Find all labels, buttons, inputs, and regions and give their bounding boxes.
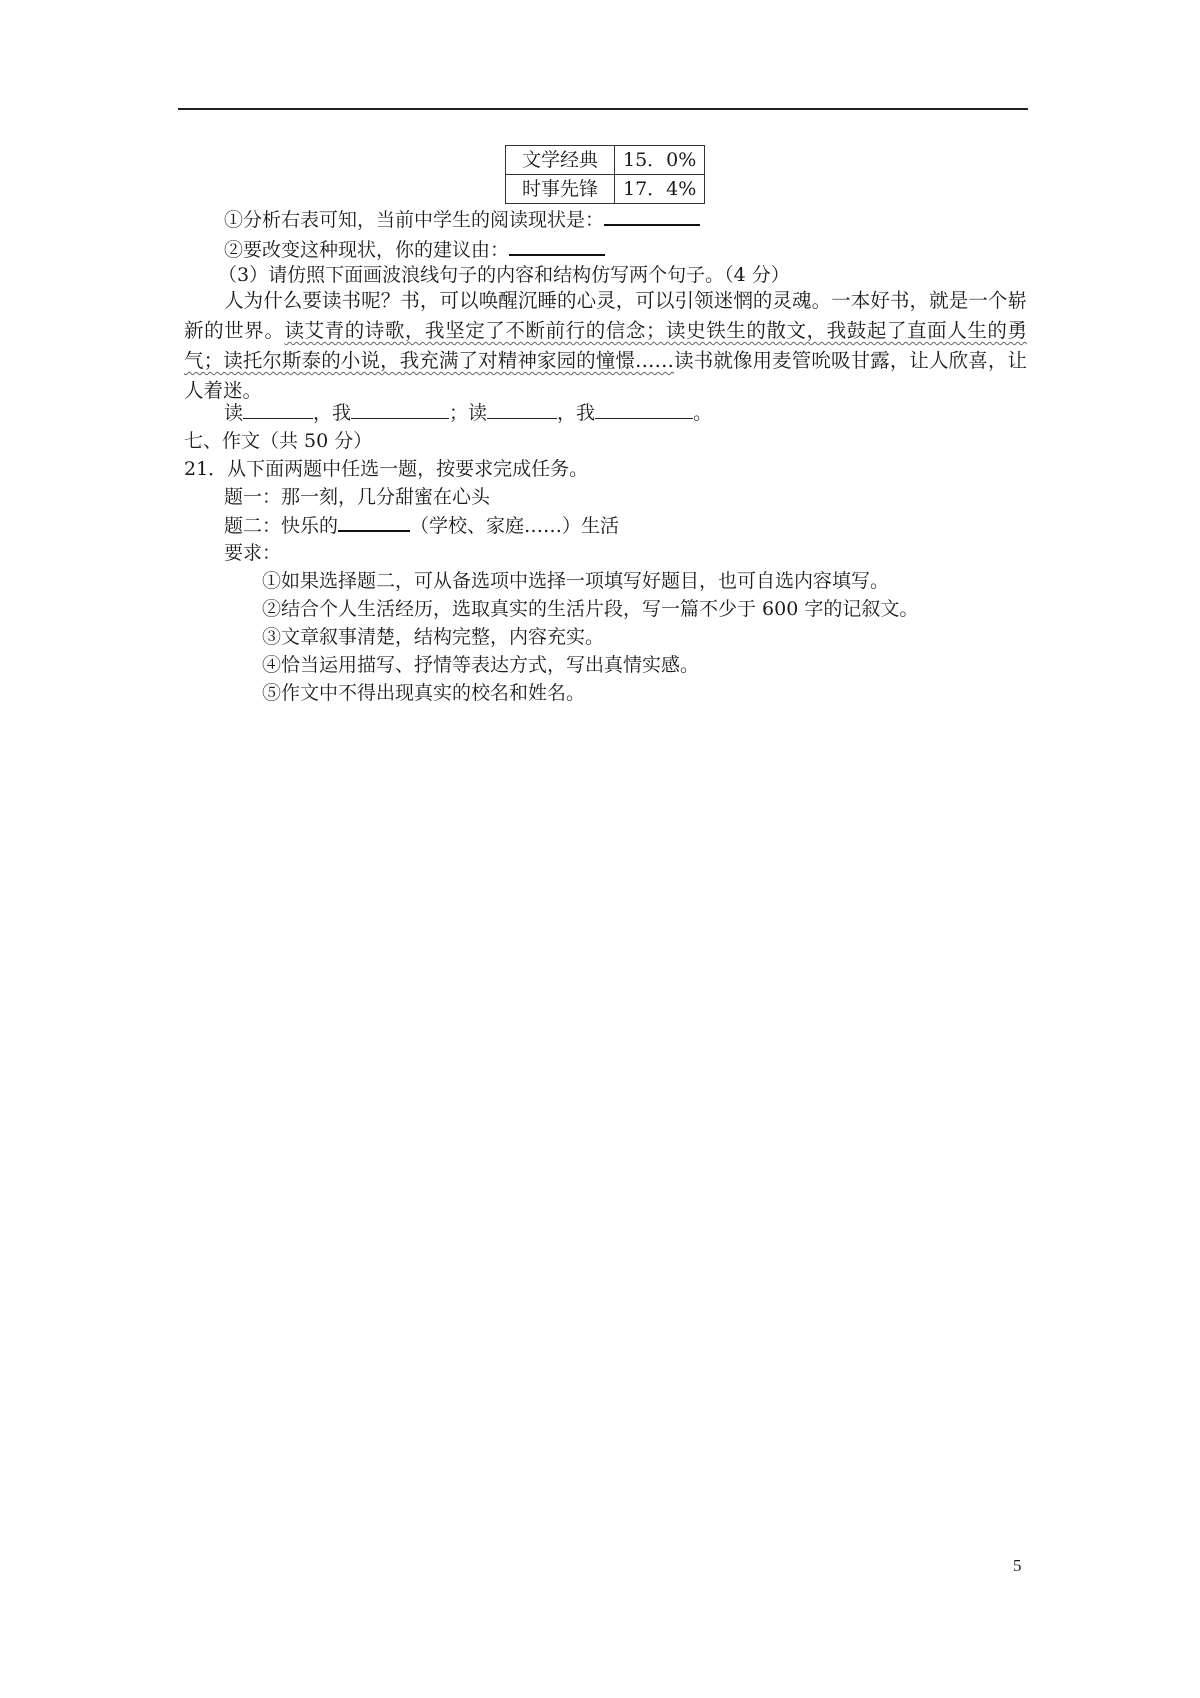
- topic-1: 题一：那一刻，几分甜蜜在心头: [224, 486, 491, 508]
- imitation-fill-line: [224, 398, 712, 428]
- fill-read-2: ；读: [449, 402, 488, 424]
- requirement-item: ④恰当运用描写、抒情等表达方式，写出真情实感。: [262, 654, 700, 676]
- requirement-item: ③文章叙事清楚，结构完整，内容充实。: [262, 626, 605, 648]
- fill-end: 。: [693, 402, 713, 424]
- fill-me-2: ，我: [557, 402, 596, 424]
- answer-blank[interactable]: [351, 398, 449, 419]
- topic-2: [224, 510, 619, 541]
- topic-2-suffix: （学校、家庭……）生活: [410, 515, 620, 537]
- question-item-1-text: ①分析右表可知，当前中学生的阅读现状是：: [224, 209, 605, 231]
- question-21: 21．从下面两题中任选一题，按要求完成任务。: [184, 458, 589, 480]
- requirement-item: ①如果选择题二，可从备选项中选择一项填写好题目，也可自选内容填写。: [262, 570, 890, 592]
- table-row: [506, 175, 705, 204]
- section-7-heading: 七、作文（共 50 分）: [184, 430, 373, 452]
- passage-tail: 读书就像用麦管吮吸甘露，让人欣喜，让人着迷。: [184, 349, 1027, 402]
- table-cell-label: 文学经典: [506, 146, 615, 175]
- requirement-item: ②结合个人生活经历，选取真实的生活片段，写一篇不少于 600 字的记叙文。: [262, 598, 919, 620]
- question-item-1: [224, 204, 700, 235]
- question-item-2-text: ②要改变这种现状，你的建议由：: [224, 239, 510, 261]
- requirement-item: ⑤作文中不得出现真实的校名和姓名。: [262, 682, 586, 704]
- reading-passage: [184, 286, 1027, 406]
- passage-wavy-sentences: 读艾青的诗歌，我坚定了不断前行的信念；读史铁生的散文，我鼓起了直面人生的勇气；读托尔斯泰的小说，我充满了对精神家园的憧憬……: [184, 319, 1027, 372]
- requirements-label: 要求：: [224, 542, 282, 564]
- table-cell-value: 15．0%: [615, 146, 705, 175]
- page-number: 5: [1013, 1556, 1022, 1575]
- fill-me-1: ，我: [313, 402, 352, 424]
- answer-blank[interactable]: [595, 398, 693, 419]
- answer-blank[interactable]: [509, 234, 605, 256]
- table-cell-label: 时事先锋: [506, 175, 615, 204]
- passage-lead: 人为什么要读书呢？书，可以唤醒沉睡的心灵，可以引领迷惘的灵魂。一本好书，就是一个崭新的世界。: [184, 289, 1027, 342]
- reading-stats-table: [505, 145, 705, 204]
- table-cell-value: 17．4%: [615, 175, 705, 204]
- header-rule: [178, 108, 1028, 110]
- table-row: [506, 146, 705, 175]
- fill-read-1: 读: [224, 402, 244, 424]
- question-3-prompt: （3）请仿照下面画波浪线句子的内容和结构仿写两个句子。（4 分）: [218, 264, 790, 286]
- topic-blank[interactable]: [338, 510, 410, 532]
- topic-2-prefix: 题二：快乐的: [224, 515, 339, 537]
- answer-blank[interactable]: [487, 398, 557, 419]
- answer-blank[interactable]: [604, 204, 700, 226]
- answer-blank[interactable]: [243, 398, 313, 419]
